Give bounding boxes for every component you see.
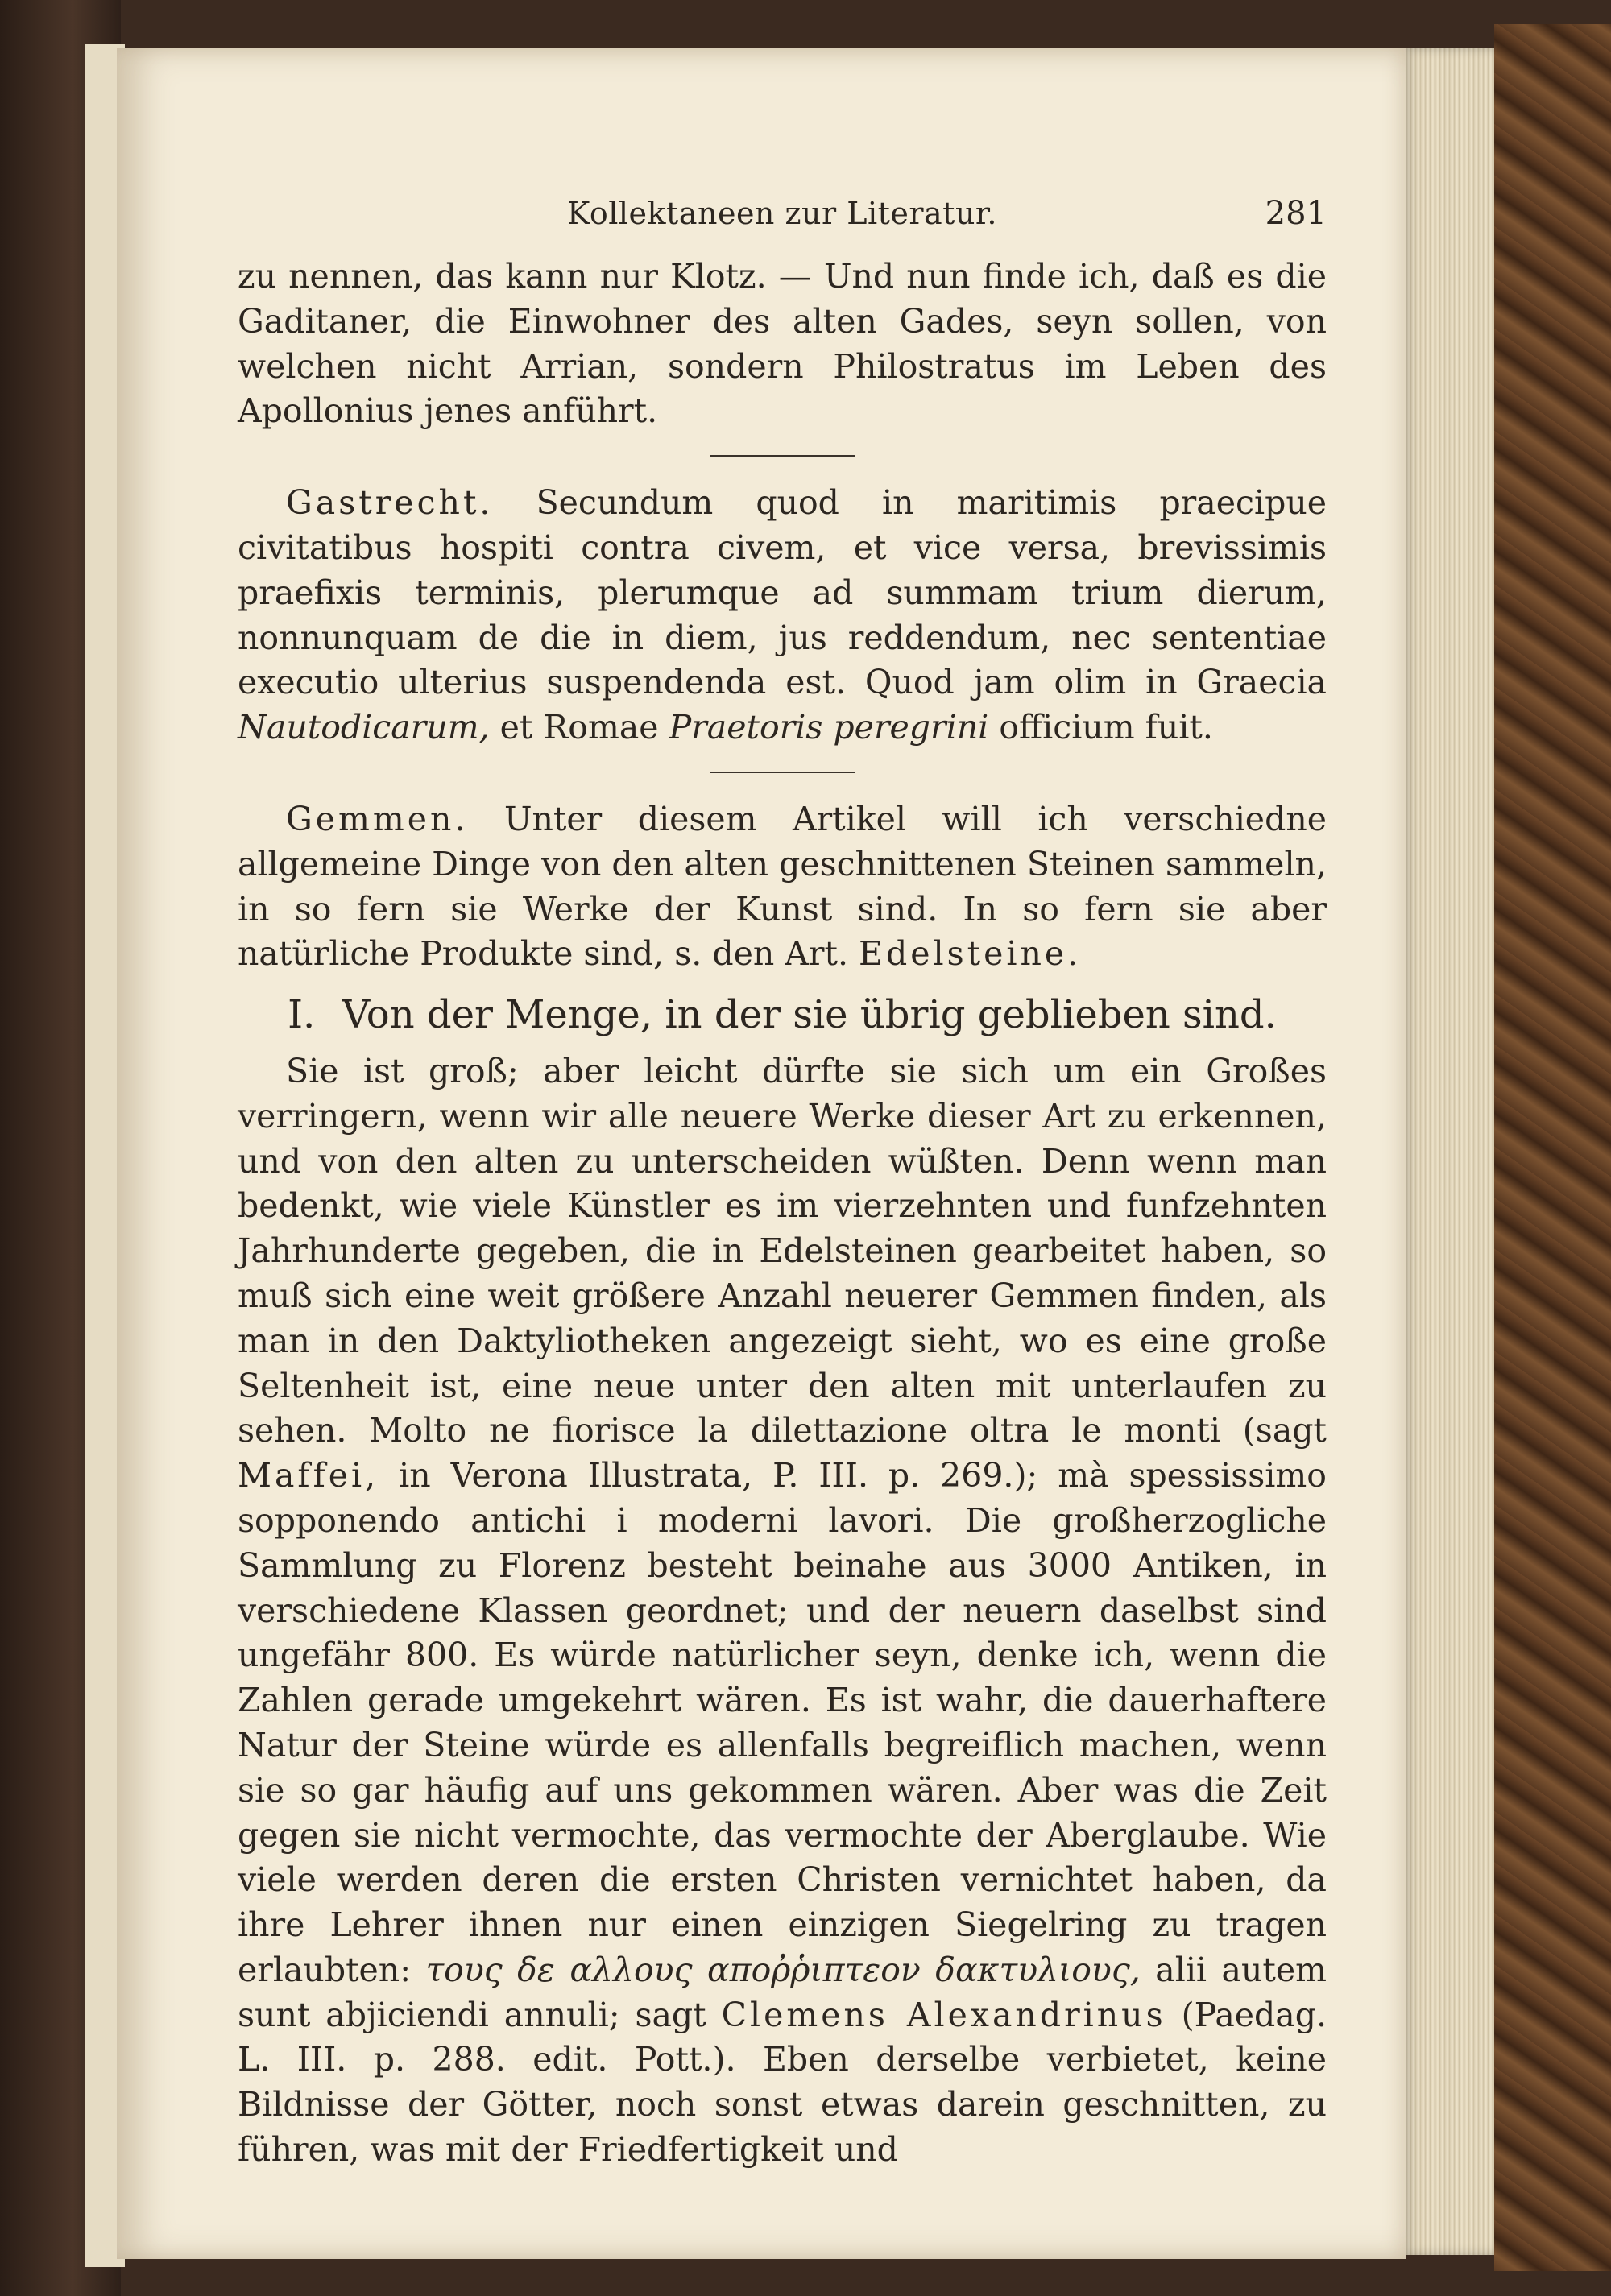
entry-term: Gemmen. (286, 799, 469, 838)
entry-text: et Romae (499, 708, 659, 747)
section-number: I. (288, 992, 316, 1038)
book-cover-right (1494, 24, 1611, 2271)
body-text: in Verona Illustrata, P. III. p. 269.); mà spessissimo sopponendo antichi i moderni lavori. Die großherzogliche Sammlung zu Florenz besteht beinahe aus 3000 Antiken, in verschiedene Klassen geordnet; und der neuern daselbst sind ungefähr 800. Es würde natürlicher seyn, denke ich, wenn die Zahlen gerade umgekehrt wären. Es ist wahr, die dauerhaftere Natur der Steine würde es allenfalls begreiflich machen, wenn sie so gar häufig auf uns gekommen wären. Aber was die Zeit gegen sie nicht vermochte, das vermochte der Aberglaube. Wie viele werden deren die ersten Christen vernichtet haben, da ihre Lehrer ihnen nur einen einzigen Siegelring zu tragen erlaubten: (238, 1456, 1327, 1989)
body-paragraph (238, 1049, 1327, 2173)
page-number: 281 (1265, 195, 1327, 232)
page-text (238, 192, 1327, 2173)
intro-paragraph (238, 254, 1327, 434)
entry-italic: Praetoris peregrini (669, 708, 989, 747)
running-header (238, 192, 1327, 237)
entry-italic: Nautodicarum, (238, 708, 490, 747)
author-name: Maffei, (238, 1456, 379, 1496)
author-name: Clemens Alexandrinus (721, 1995, 1166, 2034)
greek-quote: τους δε αλλους αποῤῥιπτεον δακτυλιους, (425, 1950, 1141, 1989)
entry-text: officium fuit. (999, 708, 1213, 747)
divider-rule (710, 772, 855, 773)
entry-gastrecht (238, 481, 1327, 751)
book-page (117, 48, 1406, 2259)
section-heading (238, 993, 1327, 1038)
body-text: (Paedag. L. III. p. 288. edit. Pott.). Eben derselbe verbietet, keine Bildnisse der Götter, noch sonst etwas darein geschnitten, zu führen, was mit der Friedfertigkeit und (238, 1995, 1327, 2170)
page-stack-edges (1402, 48, 1494, 2255)
entry-text: Unter diesem Artikel will ich verschiedne allgemeine Dinge von den alten geschnittenen Steinen sammeln, in so fern sie Werke der Kunst sind. In so fern sie aber natürliche Produkte sind, s. den Art. (238, 799, 1327, 974)
entry-term: Gastrecht. (286, 483, 494, 523)
entry-text: Secundum quod in maritimis praecipue civitatibus hospiti contra civem, et vice versa, brevissimis praefixis terminis, plerumque ad summam trium dierum, nonnunquam de die in diem, jus reddendum, nec sententiae executio ulterius suspendenda est. Quod jam olim in Graecia (238, 483, 1327, 702)
intro-text: zu nennen, das kann nur Klotz. — Und nun finde ich, daß es die Gaditaner, die Einwohner des alten Gades, seyn sollen, von welchen nicht Arrian, sondern Philostratus im Leben des Apollonius jenes anführt. (238, 257, 1327, 431)
entry-gemmen (238, 797, 1327, 977)
body-text: alii autem sunt abjiciendi annuli; sagt (238, 1950, 1327, 2034)
section-title: Von der Menge, in der sie übrig geblieben sind. (342, 992, 1277, 1038)
body-text: Sie ist groß; aber leicht dürfte sie sich um ein Großes verringern, wenn wir alle neuere Werke dieser Art zu erkennen, und von den alten zu unterscheiden wüßten. Denn wenn man bedenkt, wie viele Künstler es im vierzehnten und funfzehnten Jahrhunderte gegeben, die in Edelsteinen gearbeitet haben, so muß sich eine weit größere Anzahl neuerer Gemmen finden, als man in den Daktyliotheken angezeigt sieht, wo es eine große Seltenheit ist, eine neue unter den alten mit unterlaufen zu sehen. Molto ne fiorisce la dilettazione oltra le monti (sagt (238, 1051, 1327, 1450)
divider-rule (710, 455, 855, 457)
cross-reference: Edelsteine. (859, 934, 1082, 974)
running-title: Kollektaneen zur Literatur. (566, 196, 997, 231)
